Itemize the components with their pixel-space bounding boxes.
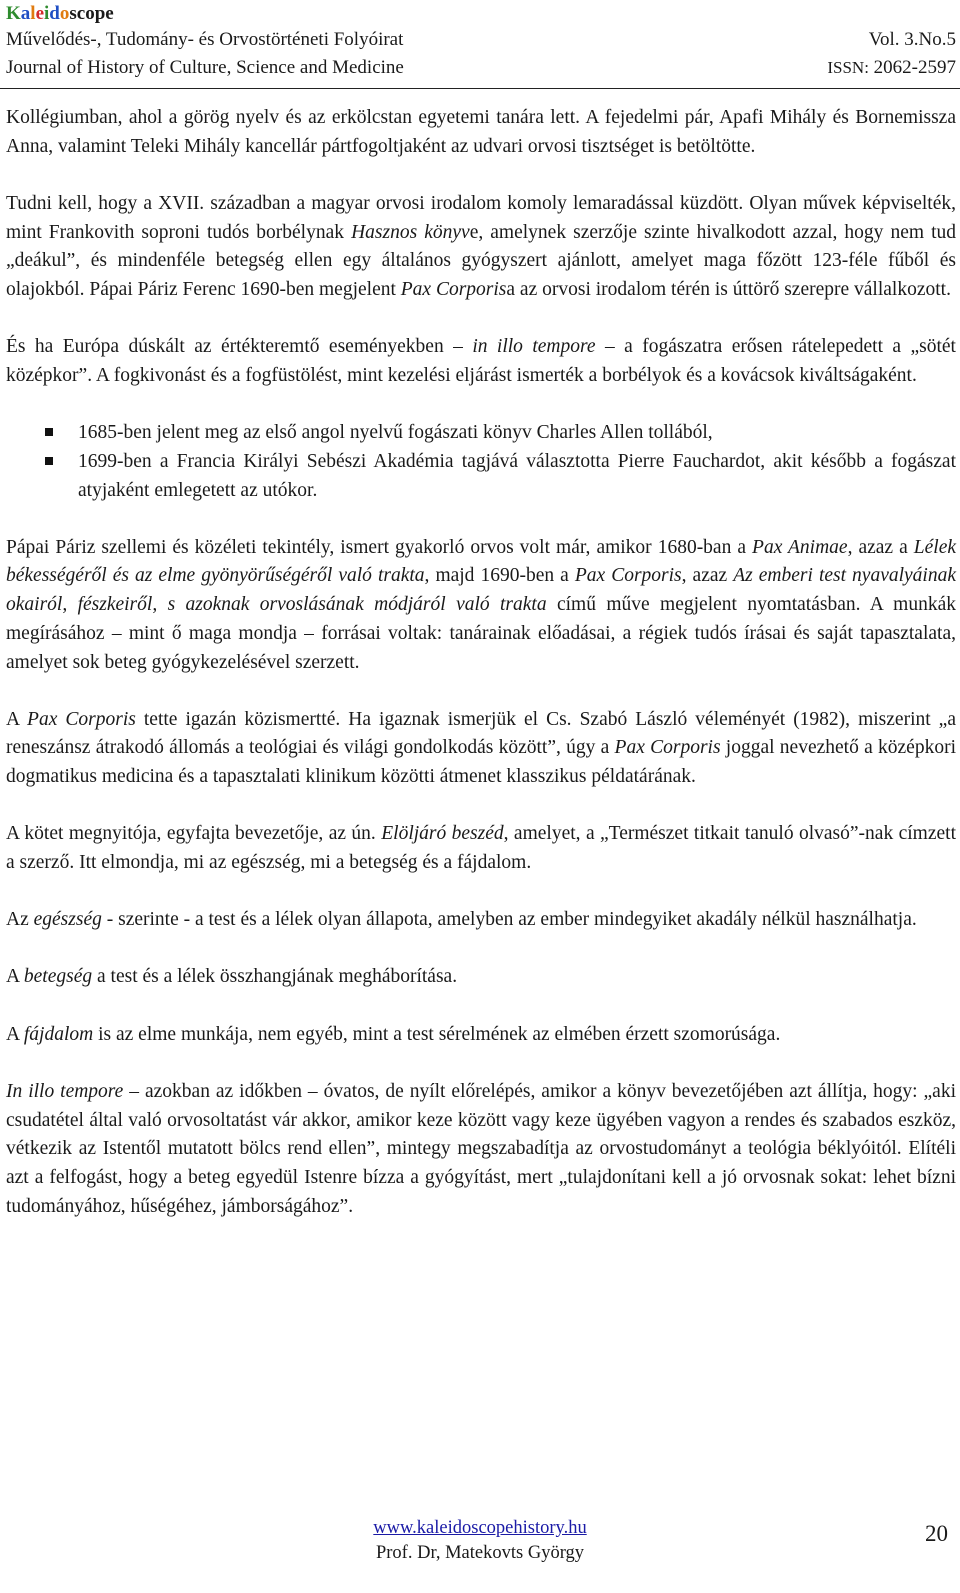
page-footer	[0, 1516, 960, 1566]
paragraph: A betegség a test és a lélek összhangjának megháborítása.	[6, 966, 458, 988]
paragraph: Pápai Páriz szellemi és közéleti tekintély, ismert gyakorló orvos volt már, amikor 1680-ban a Pax Animae, azaz a Lélek békességéről és az elme gyönyörűségéről való trakta, majd 1690-ben a Pax Corporis, azaz Az emberi test nyavalyáinak okairól, fészkeiről, s azoknak orvoslásának módjáról való trakta című műve megjelent nyomtatásban. A munkák megírásához – mint ő maga mondja – forrásai voltak: tanárainak előadásai, a régiek tudós írásai és saját tapasztalata, amelyet sok beteg gyógykezelésével szerzett.	[6, 536, 957, 673]
header-rule	[0, 88, 960, 89]
article-body	[6, 104, 956, 1250]
paragraph: Kollégiumban, ahol a görög nyelv és az erkölcstan egyetemi tanára lett. A fejedelmi pár, Apafi Mihály és Bornemissza Anna, valamint Teleki Mihály kancellár pártfogoltjaként az udvari orvosi tisztséget is betöltötte.	[6, 107, 956, 157]
journal-logo: Kaleidoscope	[6, 3, 114, 24]
issn: ISSN: 2062-2597	[827, 57, 956, 78]
volume-number: Vol. 3.No.5	[868, 29, 956, 50]
list-item: 1685-ben jelent meg az első angol nyelvű fogászati könyv Charles Allen tollából,	[78, 419, 956, 448]
bullet-square-icon	[45, 428, 53, 436]
paragraph: In illo tempore – azokban az időkben – óvatos, de nyílt előrelépés, amikor a könyv bevezetőjében azt állítja, hogy: „aki csudatétel által való orvosoltatást vár akkor, amikor keze között vagy keze ügyében vagyon a rendes és szabados eszköz, vétkezik az Istentől mutatott bölcs rend ellen”, mintegy megszabadítja az orvostudományt a teológia béklyóitól. Elítéli azt a felfogást, hogy a beteg egyedül Istenre bízza a gyógyítást, mert „tulajdonítani kell a jó orvosnak sokat: lehet bízni tudományához, hűségéhez, jámborságához”.	[6, 1080, 956, 1217]
list-item: 1699-ben a Francia Királyi Sebészi Akadémia tagjává választotta Pierre Fauchardot, akit később a fogászat atyjaként emlegetett az utókor.	[78, 448, 956, 505]
author-name: Prof. Dr, Matekovts György	[375, 1543, 585, 1563]
paragraph: A fájdalom is az elme munkája, nem egyéb, mint a test sérelmének az elmében érzett szomorúsága.	[6, 1023, 781, 1045]
paragraph: Az egészség - szerinte - a test és a lélek olyan állapota, amelyben az ember mindegyiket akadály nélkül használhatja.	[6, 909, 917, 931]
paragraph: A Pax Corporis tette igazán közismertté. Ha igaznak ismerjük el Cs. Szabó László véleményét (1982), miszerint „a reneszánsz átrakodó állomás a teológiai és világi gondolkodás között”, úgy a Pax Corporis joggal nevezhető a középkori dogmatikus medicina és a tapasztalati klinikum közötti átmenet klasszikus példatárának.	[6, 708, 956, 788]
journal-title-en: Journal of History of Culture, Science and Medicine	[6, 57, 404, 78]
paragraph: Tudni kell, hogy a XVII. században a magyar orvosi irodalom komoly lemaradással küzdött. Olyan művek képviselték, mint Frankovith soproni tudós borbélynak Hasznos könyve, amelynek szerzője szinte hivalkodott azzal, hogy nem tud „deákul”, és mindenféle betegség ellen egy általános gyógyszert ajánlott, amelyet maga főzött 123-féle fűből és olajokból. Pápai Páriz Ferenc 1690-ben megjelent Pax Corporisa az orvosi irodalom térén is úttörő szerepre vállalkozott.	[6, 192, 956, 301]
bullet-square-icon	[45, 457, 53, 465]
paragraph: És ha Európa dúskált az értékteremtő eseményekben – in illo tempore – a fogászatra erősen rátelepedett a „sötét középkor”. A fogkivonást és a fogfüstölést, mint kezelési eljárást ismerték a borbélyok és a kovácsok kiváltságaként.	[6, 336, 956, 386]
page-number: 20	[925, 1521, 948, 1546]
bullet-list	[6, 419, 956, 505]
website-link[interactable]: www.kaleidoscopehistory.hu	[373, 1518, 587, 1538]
paragraph: A kötet megnyitója, egyfajta bevezetője, az ún. Elöljáró beszéd, amelyet, a „Természet titkait tanuló olvasó”-nak címzett a szerző. Itt elmondja, mi az egészség, mi a betegség és a fájdalom.	[6, 823, 956, 874]
journal-title-hu: Művelődés-, Tudomány- és Orvostörténeti Folyóirat	[6, 29, 404, 50]
page-header	[6, 2, 956, 82]
